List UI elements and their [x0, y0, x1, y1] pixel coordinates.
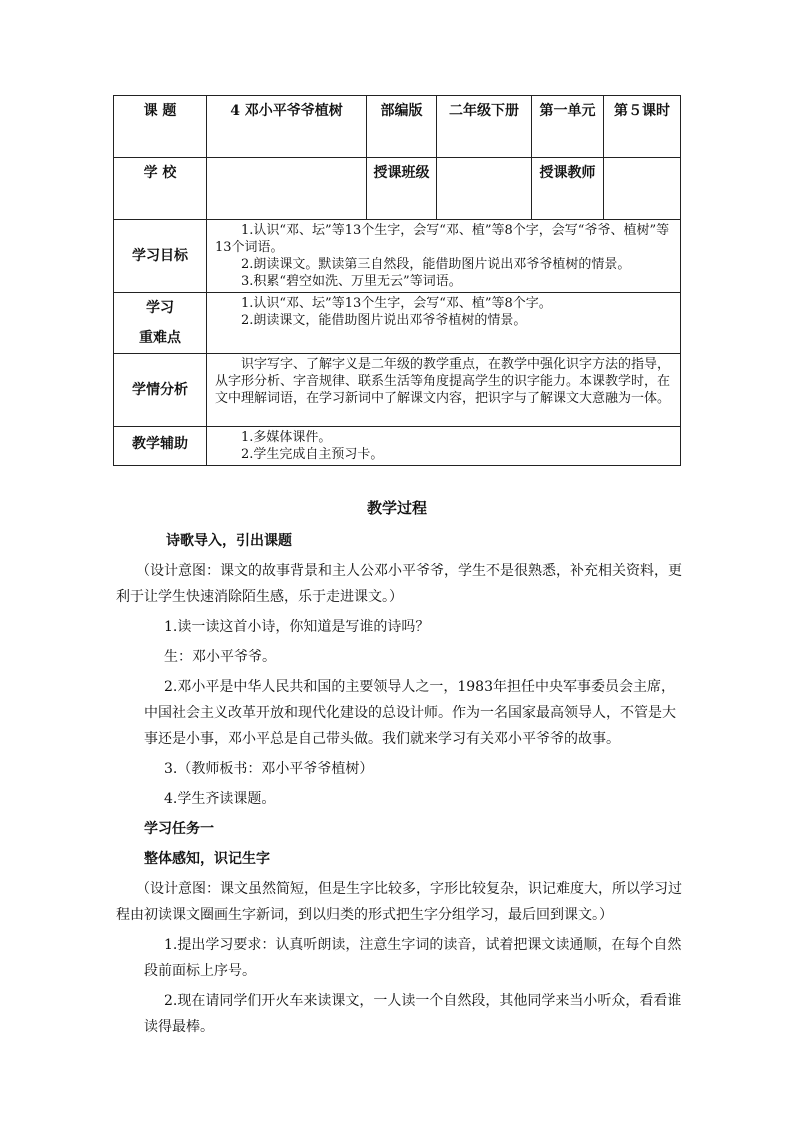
goal-item: 2.朗读课文。默读第三自然段，能借助图片说出邓爷爷植树的情景。	[241, 257, 631, 272]
aids-label: 教学辅助	[114, 427, 207, 466]
analysis-text: 识字写字、了解字义是二年级的教学重点，在教学中强化识字方法的指导，从字形分析、字音规律、联系生活等角度提高学生的识字能力。本课教学时，在文中理解词语，在学习新词中了解课文内容，把识字与了解课文大意融为一体。	[215, 357, 671, 406]
grade: 二年级下册	[437, 96, 532, 158]
analysis-content	[207, 354, 681, 427]
edition: 部编版	[367, 96, 437, 158]
goal-item: 3.积累“碧空如洗、万里无云”等词语。	[241, 274, 462, 289]
process-body	[116, 528, 684, 1044]
section1-paragraph: 3.（教师板书：邓小平爷爷植树）	[164, 761, 374, 777]
goals-content	[207, 220, 681, 293]
class-label: 授课班级	[367, 158, 437, 220]
key-point-item: 2.朗读课文，能借助图片说出邓爷爷植树的情景。	[241, 313, 527, 328]
goals-label: 学习目标	[114, 220, 207, 293]
section1-paragraph: 生：邓小平爷爷。	[164, 649, 276, 665]
process-title: 教学过程	[366, 499, 427, 517]
period: 第５课时	[604, 96, 681, 158]
section1-paragraph: 4.学生齐读课题。	[164, 791, 276, 807]
aid-item: 2.学生完成自主预习卡。	[241, 447, 384, 462]
key-points-label-line2: 重难点	[139, 330, 181, 346]
section1-heading: 诗歌导入，引出课题	[166, 533, 292, 549]
task1-heading: 整体感知，识记生字	[144, 851, 270, 867]
section1-paragraph: 2.邓小平是中华人民共和国的主要领导人之一，1983年担任中央军事委员会主席，中国社会主义改革开放和现代化建设的总设计师。作为一名国家最高领导人，不管是大事还是小事，邓小平总是自己带头做。我们就来学习有关邓小平爷爷的故事。	[144, 679, 676, 747]
section1-design-note: （设计意图：课文的故事背景和主人公邓小平爷爷，学生不是很熟悉，补充相关资料，更利于让学生快速消除陌生感，乐于走进课文。）	[116, 563, 682, 605]
goal-item: 1.认识“邓、坛”等13个生字，会写“邓、植”等8个字，会写“爷爷、植树”等13个词语。	[215, 223, 670, 255]
unit: 第一单元	[532, 96, 604, 158]
school-value	[207, 158, 367, 220]
section1-paragraph: 1.读一读这首小诗，你知道是写谁的诗吗？	[164, 619, 430, 635]
aid-item: 1.多媒体课件。	[241, 430, 332, 445]
school-label: 学 校	[114, 158, 207, 220]
lesson-title: 4 邓小平爷爷植树	[207, 96, 367, 158]
task1-paragraph: 1.提出学习要求：认真听朗读，注意生字词的读音，试着把课文读通顺，在每个自然段前面标上序号。	[144, 937, 682, 979]
teacher-value	[604, 158, 681, 220]
task1-design-note: （设计意图：课文虽然简短，但是生字比较多，字形比较复杂，识记难度大，所以学习过程由初读课文圈画生字新词，到以归类的形式把生字分组学习，最后回到课文。）	[116, 881, 682, 923]
key-points-label	[114, 293, 207, 354]
task1-paragraph: 2.现在请同学们开火车来读课文，一人读一个自然段，其他同学来当小听众，看看谁读得最棒。	[144, 993, 682, 1035]
aids-content	[207, 427, 681, 466]
lesson-info-table	[113, 95, 681, 466]
analysis-label: 学情分析	[114, 354, 207, 427]
teacher-label: 授课教师	[532, 158, 604, 220]
topic-label: 课 题	[114, 96, 207, 158]
class-value	[437, 158, 532, 220]
key-point-item: 1.认识“邓、坛”等13个生字，会写“邓、植”等8个字。	[241, 296, 552, 311]
key-points-label-line1: 学习	[146, 300, 174, 316]
key-points-content	[207, 293, 681, 354]
task1-label: 学习任务一	[144, 821, 214, 837]
